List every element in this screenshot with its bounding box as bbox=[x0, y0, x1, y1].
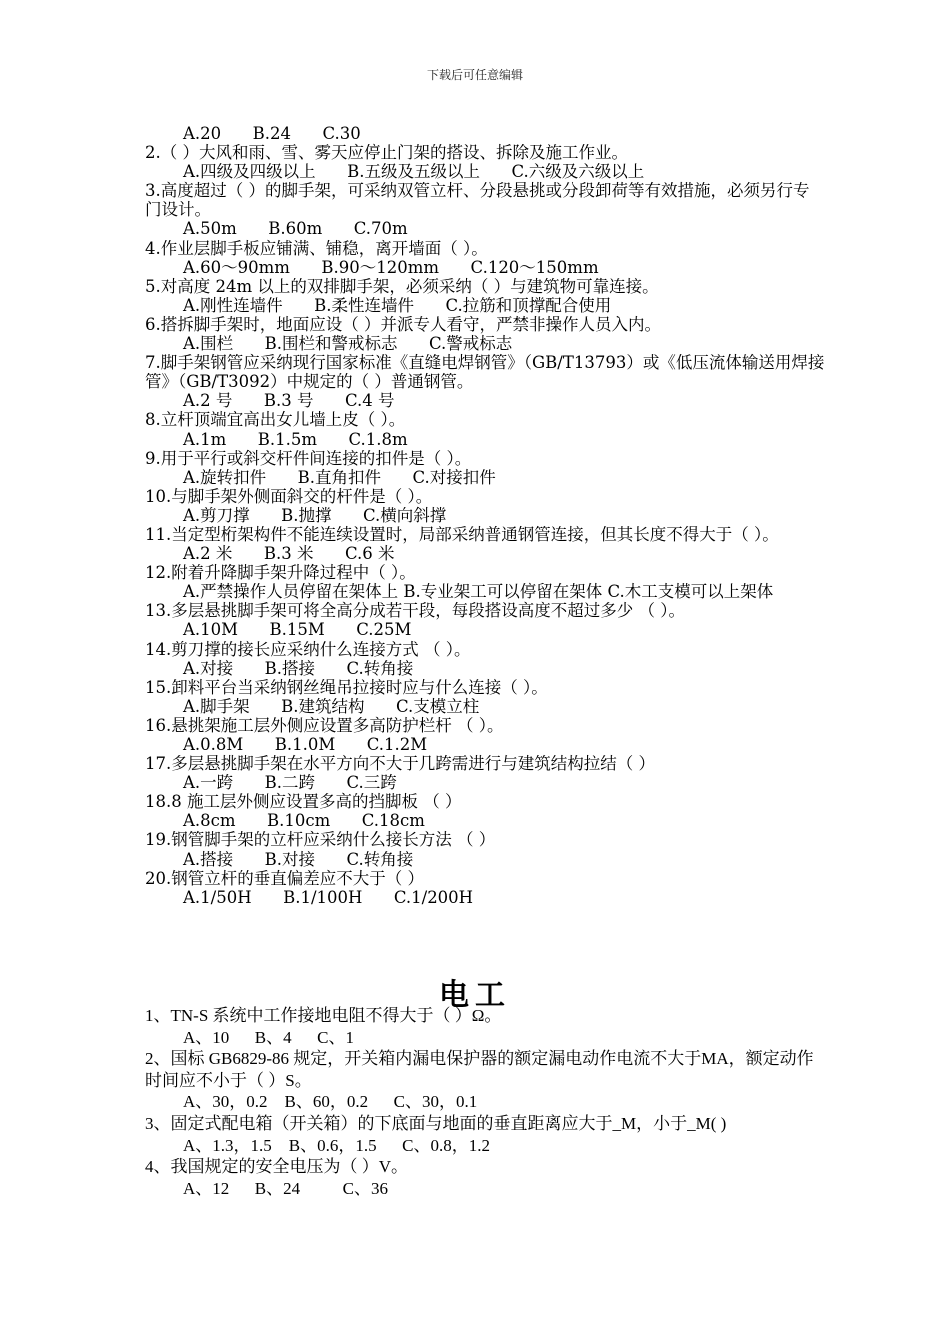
question-text: 8.立杆顶端宜高出女儿墙上皮（ ）。 bbox=[145, 410, 406, 430]
question-text: 18.8 施工层外侧应设置多高的挡脚板 （ ） bbox=[145, 792, 462, 812]
answer-options: A.2 号 B.3 号 C.4 号 bbox=[183, 391, 395, 411]
question-text: 4、我国规定的安全电压为（ ）V。 bbox=[145, 1157, 409, 1177]
answer-options: A、12 B、24 C、36 bbox=[183, 1178, 388, 1198]
page-header: 下载后可任意编辑 bbox=[426, 68, 523, 82]
answer-options: A.20 B.24 C.30 bbox=[183, 124, 361, 143]
answer-options: A.剪刀撑 B.抛撑 C.横向斜撑 bbox=[183, 505, 447, 525]
answer-options: A.四级及四级以上 B.五级及五级以上 C.六级及六级以上 bbox=[183, 162, 645, 182]
question-text: 9.用于平行或斜交杆件间连接的扣件是（ ）。 bbox=[145, 448, 472, 468]
question-text: 11.当定型桁架构件不能连续设置时，局部采纳普通钢管连接，但其长度不得大于（ ）。 bbox=[145, 524, 779, 544]
answer-options: A.围栏 B.围栏和警戒标志 C.警戒标志 bbox=[183, 334, 513, 354]
question-text: 5.对高度 24m 以上的双排脚手架，必须采纳（ ）与建筑物可靠连接。 bbox=[145, 276, 659, 296]
question-text: 7.脚手架钢管应采纳现行国家标准《直缝电焊钢管》（GB/T13793）或《低压流体输送用焊接管》（GB/T3092）中规定的（ ）普通钢管。 bbox=[145, 353, 825, 392]
electrician-questions bbox=[145, 1005, 825, 1199]
answer-options: A.60～90mm B.90～120mm C.120～150mm bbox=[183, 257, 599, 277]
scaffold-questions bbox=[145, 124, 825, 907]
answer-options: A.脚手架 B.建筑结构 C.支模立柱 bbox=[183, 696, 480, 716]
question-text: 10.与脚手架外侧面斜交的杆件是（ ）。 bbox=[145, 486, 433, 506]
answer-options: A.搭接 B.对接 C.转角接 bbox=[183, 849, 414, 869]
question-text: 4.作业层脚手板应铺满、铺稳，离开墙面（ ）。 bbox=[145, 238, 488, 258]
answer-options: A.一跨 B.二跨 C.三跨 bbox=[183, 773, 397, 793]
answer-options: A.旋转扣件 B.直角扣件 C.对接扣件 bbox=[183, 467, 496, 487]
question-text: 2.（ ）大风和雨、雪、雾天应停止门架的搭设、拆除及施工作业。 bbox=[145, 143, 628, 163]
question-text: 3、固定式配电箱（开关箱）的下底面与地面的垂直距离应大于_M，小于_M( ) bbox=[145, 1113, 727, 1133]
answer-options: A、10 B、4 C、1 bbox=[183, 1027, 354, 1047]
question-text: 20.钢管立杆的垂直偏差应不大于（ ） bbox=[145, 868, 424, 888]
answer-options: A.10M B.15M C.25M bbox=[183, 620, 412, 640]
question-text: 13.多层悬挑脚手架可将全高分成若干段，每段搭设高度不超过多少 （ ）。 bbox=[145, 601, 685, 621]
answer-options: A、1.3，1.5 B、0.6，1.5 C、0.8，1.2 bbox=[183, 1135, 490, 1155]
question-text: 3.高度超过（ ）的脚手架，可采纳双管立杆、分段悬挑或分段卸荷等有效措施，必须另行专门设计。 bbox=[145, 181, 810, 220]
answer-options: A.50m B.60m C.70m bbox=[183, 219, 408, 239]
question-text: 2、国标 GB6829-86 规定，开关箱内漏电保护器的额定漏电动作电流不大于MA，额定动作时间应不小于（ ）S。 bbox=[145, 1049, 814, 1090]
answer-options: A.2 米 B.3 米 C.6 米 bbox=[183, 544, 395, 564]
answer-options: A、30，0.2 B、60，0.2 C、30，0.1 bbox=[183, 1092, 478, 1112]
section-title: 电工 bbox=[439, 978, 511, 1013]
answer-options: A.1m B.1.5m C.1.8m bbox=[183, 429, 408, 449]
question-text: 14.剪刀撑的接长应采纳什么连接方式 （ ）。 bbox=[145, 639, 471, 659]
question-text: 12.附着升降脚手架升降过程中（ ）。 bbox=[145, 563, 416, 583]
question-text: 17.多层悬挑脚手架在水平方向不大于几跨需进行与建筑结构拉结（ ） bbox=[145, 754, 655, 774]
question-text: 6.搭拆脚手架时，地面应设（ ）并派专人看守，严禁非操作人员入内。 bbox=[145, 314, 661, 334]
answer-options: A.严禁操作人员停留在架体上 B.专业架工可以停留在架体 C.木工支模可以上架体 bbox=[183, 582, 774, 602]
answer-options: A.刚性连墙件 B.柔性连墙件 C.拉筋和顶撑配合使用 bbox=[183, 295, 612, 315]
question-text: 1、TN-S 系统中工作接地电阻不得大于（ ）Ω。 bbox=[145, 1006, 502, 1025]
answer-options: A.1/50H B.1/100H C.1/200H bbox=[183, 887, 474, 907]
question-text: 16.悬挑架施工层外侧应设置多高防护栏杆 （ ）。 bbox=[145, 715, 504, 735]
question-text: 15.卸料平台当采纳钢丝绳吊拉接时应与什么连接（ ）。 bbox=[145, 677, 548, 697]
answer-options: A.0.8M B.1.0M C.1.2M bbox=[183, 735, 428, 754]
answer-options: A.对接 B.搭接 C.转角接 bbox=[183, 658, 414, 678]
question-text: 19.钢管脚手架的立杆应采纳什么接长方法 （ ） bbox=[145, 830, 496, 850]
answer-options: A.8cm B.10cm C.18cm bbox=[183, 811, 425, 831]
